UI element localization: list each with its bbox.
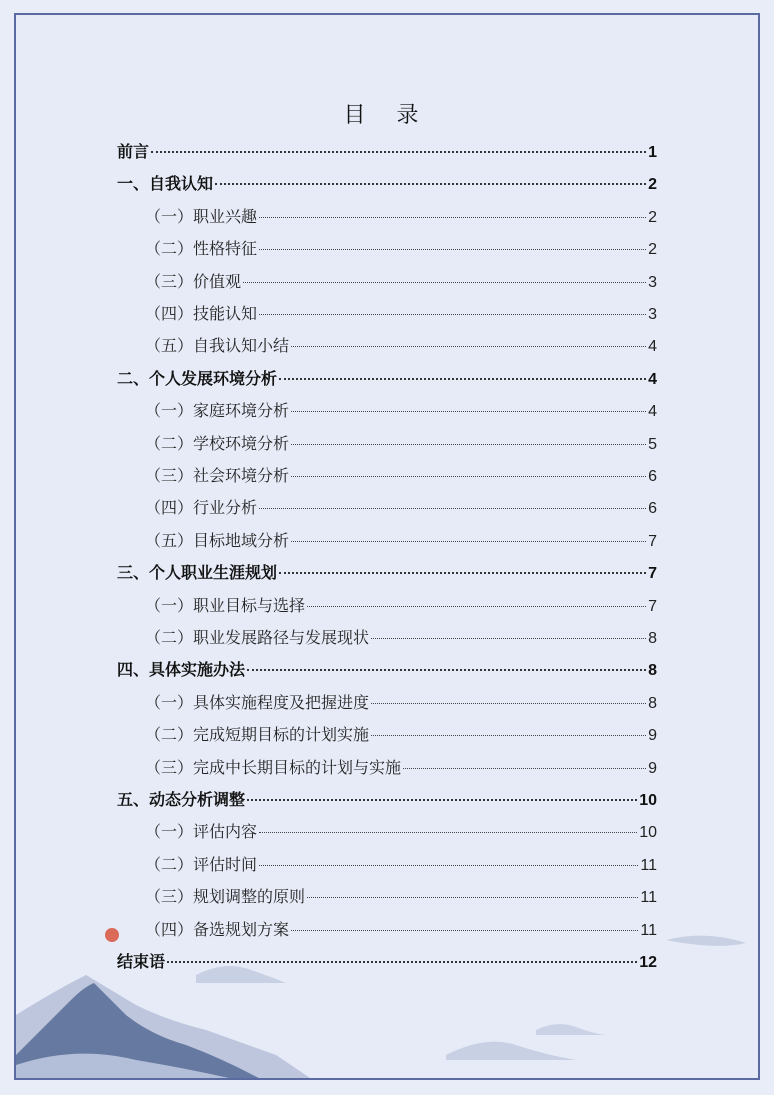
right-cloud-icon — [666, 936, 746, 946]
toc-entry[interactable] — [117, 140, 657, 164]
toc-entry-page-number: 1 — [648, 144, 657, 161]
toc-entry-page-number: 11 — [640, 856, 657, 874]
dot-leader — [215, 183, 646, 185]
toc-entry[interactable] — [145, 723, 657, 747]
dot-leader — [279, 378, 646, 380]
small-hill-icon — [536, 1024, 606, 1035]
toc-entry-page-number: 2 — [648, 241, 657, 259]
dot-leader — [307, 897, 638, 898]
dot-leader — [259, 217, 646, 218]
dot-leader — [247, 669, 646, 671]
toc-entry[interactable] — [145, 496, 657, 520]
toc-entry-page-number: 6 — [648, 468, 657, 485]
red-sun-icon — [105, 928, 119, 942]
toc-entry-label: （三）价值观 — [145, 271, 242, 291]
toc-entry-label: （五）自我认知小结 — [145, 336, 290, 356]
toc-entry-page-number: 11 — [640, 921, 657, 939]
toc-entry-page-number: 9 — [648, 727, 657, 745]
toc-entry-page-number: 12 — [639, 954, 657, 971]
page-title: 目 录 — [343, 103, 431, 128]
dot-leader — [291, 930, 638, 931]
dot-leader — [259, 249, 646, 250]
toc-entry-label: （一）职业兴趣 — [145, 206, 258, 226]
toc-entry-page-number: 8 — [648, 694, 657, 712]
toc-entry-label: （三）完成中长期目标的计划与实施 — [145, 757, 402, 777]
toc-entry-page-number: 4 — [648, 403, 657, 421]
toc-entry-label: （二）评估时间 — [145, 854, 258, 874]
dot-leader — [307, 606, 646, 607]
toc-entry-page-number: 9 — [648, 759, 657, 777]
toc-entry[interactable] — [117, 172, 657, 196]
dot-leader — [151, 151, 646, 153]
toc-entry-label: （二）性格特征 — [145, 239, 258, 259]
toc-entry-label: （二）完成短期目标的计划实施 — [145, 725, 370, 745]
toc-entry-label: （二）学校环境分析 — [145, 433, 290, 453]
toc-entry-page-number: 4 — [648, 338, 657, 356]
toc-entry-page-number: 11 — [640, 889, 657, 907]
dot-leader — [371, 638, 646, 639]
toc-entry-page-number: 2 — [648, 176, 657, 194]
toc-entry-label: 五、动态分析调整 — [117, 790, 246, 809]
toc-entry[interactable] — [117, 788, 657, 812]
toc-entry-label: （一）具体实施程度及把握进度 — [145, 692, 370, 712]
dot-leader — [259, 832, 637, 833]
dot-leader — [247, 799, 637, 801]
toc-entry-page-number: 10 — [639, 792, 657, 809]
dot-leader — [291, 444, 646, 445]
toc-entry-page-number: 3 — [648, 273, 657, 291]
toc-entry-label: （一）评估内容 — [145, 822, 258, 842]
toc-entry-label: 二、个人发展环境分析 — [117, 368, 278, 388]
toc-entry-label: 四、具体实施办法 — [117, 660, 246, 680]
toc-entry-page-number: 7 — [648, 565, 657, 583]
toc-entry-label: 前言 — [117, 142, 150, 161]
toc-entry-label: 三、个人职业生涯规划 — [117, 563, 278, 583]
dot-leader — [259, 508, 646, 509]
dot-leader — [279, 572, 646, 574]
toc-entry[interactable] — [145, 529, 657, 553]
dot-leader — [167, 961, 637, 963]
toc-entry[interactable] — [145, 885, 657, 909]
toc-entry[interactable] — [145, 691, 657, 715]
toc-entry-label: （三）社会环境分析 — [145, 466, 290, 485]
toc-entry-label: （二）职业发展路径与发展现状 — [145, 628, 370, 647]
toc-entry[interactable] — [117, 950, 657, 974]
toc-entry-label: 结束语 — [117, 952, 166, 971]
toc-entry[interactable] — [145, 756, 657, 780]
toc-entry[interactable] — [145, 594, 657, 618]
toc-entry-page-number: 2 — [648, 208, 657, 226]
dot-leader — [403, 768, 646, 769]
toc-entry[interactable] — [117, 658, 657, 682]
dot-leader — [243, 282, 646, 283]
toc-entry[interactable] — [145, 464, 657, 488]
dot-leader — [291, 411, 646, 412]
toc-entry-page-number: 8 — [648, 662, 657, 680]
toc-entry-page-number: 4 — [648, 370, 657, 388]
toc-entry[interactable] — [145, 237, 657, 261]
toc-entry-page-number: 5 — [648, 435, 657, 453]
toc-entry-label: （一）职业目标与选择 — [145, 595, 306, 615]
dot-leader — [371, 703, 646, 704]
toc-entry-label: （一）家庭环境分析 — [145, 401, 290, 421]
right-hill-icon — [446, 1042, 576, 1060]
toc-entry[interactable] — [145, 302, 657, 326]
dot-leader — [291, 541, 646, 542]
dot-leader — [259, 865, 638, 866]
toc-entry-page-number: 7 — [648, 532, 657, 550]
toc-entry[interactable] — [145, 820, 657, 844]
dot-leader — [291, 476, 646, 477]
toc-entry-page-number: 8 — [648, 630, 657, 647]
toc-entry-page-number: 10 — [639, 824, 657, 842]
dot-leader — [371, 735, 646, 736]
dot-leader — [291, 346, 646, 347]
toc-entry[interactable] — [145, 399, 657, 423]
toc-entry-page-number: 7 — [648, 597, 657, 615]
toc-entry[interactable] — [145, 334, 657, 358]
toc-entry[interactable] — [145, 270, 657, 294]
toc-entry-page-number: 6 — [648, 500, 657, 518]
toc-entry[interactable] — [117, 561, 657, 585]
toc-entry-label: （四）技能认知 — [145, 304, 258, 323]
toc-entry[interactable] — [117, 367, 657, 391]
toc-entry[interactable] — [145, 853, 657, 877]
toc-entry-label: （五）目标地域分析 — [145, 530, 290, 550]
dot-leader — [259, 314, 646, 315]
toc-entry-label: 一、自我认知 — [117, 174, 214, 194]
toc-entry[interactable] — [145, 626, 657, 650]
toc-entry[interactable] — [145, 205, 657, 229]
toc-entry[interactable] — [145, 918, 657, 942]
toc-entry[interactable] — [145, 432, 657, 456]
toc-entry-page-number: 3 — [648, 306, 657, 323]
toc-entry-label: （三）规划调整的原则 — [145, 887, 306, 907]
toc-entry-label: （四）行业分析 — [145, 498, 258, 518]
toc-entry-label: （四）备选规划方案 — [145, 919, 290, 939]
